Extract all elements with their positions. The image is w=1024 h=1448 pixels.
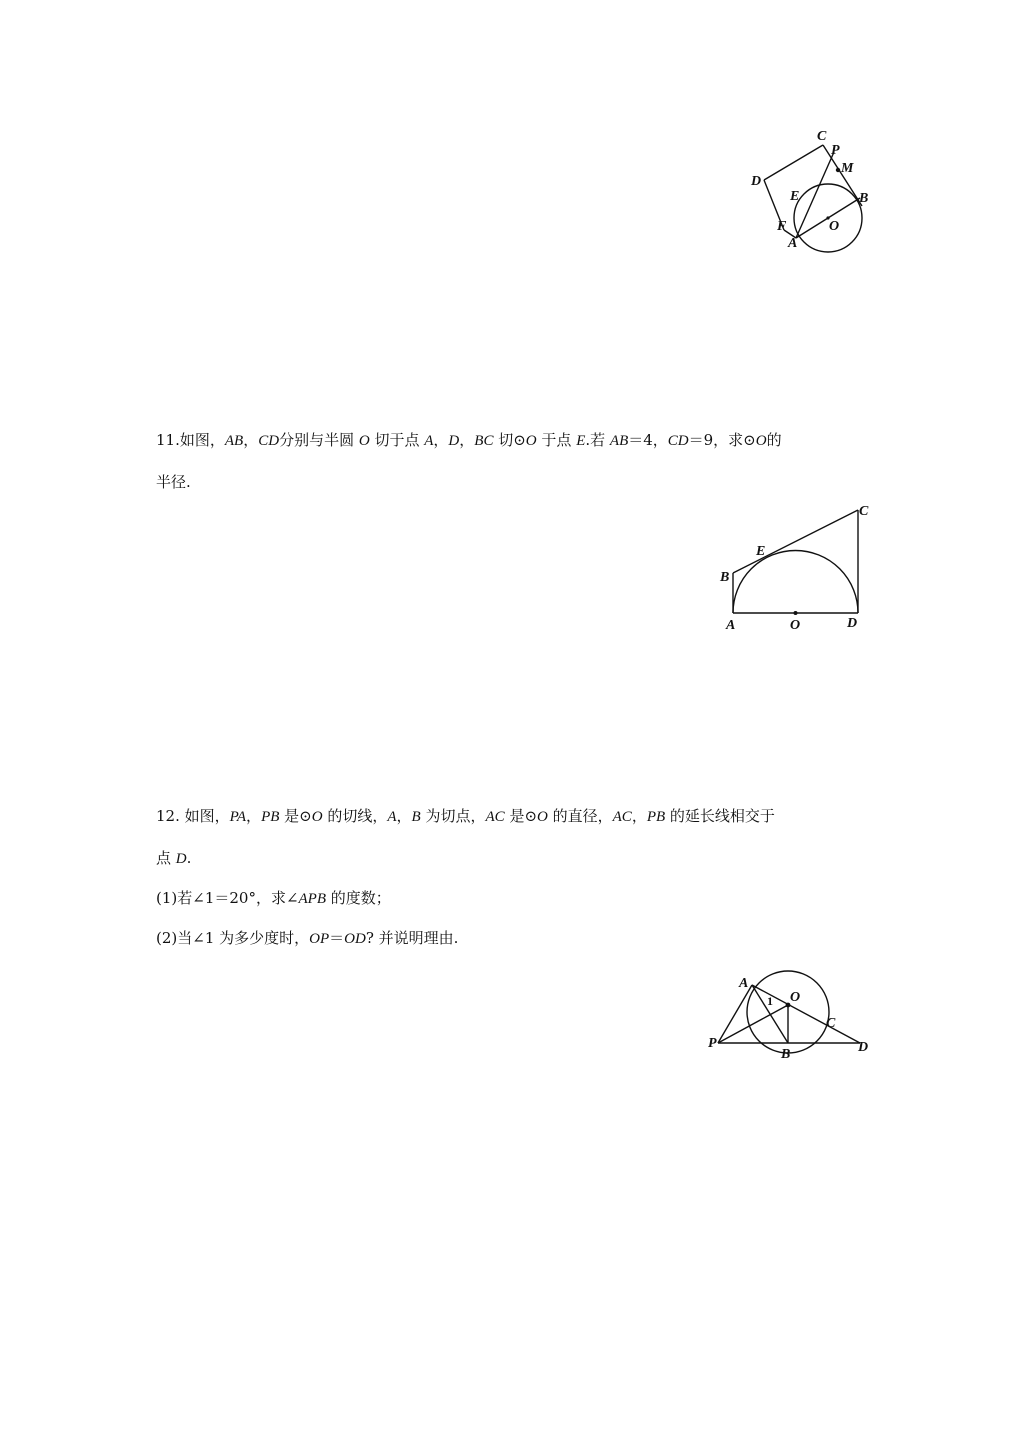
math-variable: PB <box>646 809 666 825</box>
math-variable: O <box>525 433 537 449</box>
q12-part2 <box>156 928 458 949</box>
label-D: D <box>751 174 762 189</box>
text-run: 的切线， <box>322 807 388 825</box>
math-variable: D <box>175 851 187 867</box>
math-variable: PA <box>229 809 247 825</box>
math-variable: AC <box>485 809 505 825</box>
label-O: O <box>790 618 801 633</box>
q12-line1-runs <box>180 807 775 825</box>
math-variable: O <box>755 433 767 449</box>
figure-11-semicircle <box>710 498 880 638</box>
math-variable: OP <box>309 931 330 947</box>
label-B: B <box>859 191 869 206</box>
label-C: C <box>817 129 827 144</box>
q11-text-line1 <box>156 430 782 451</box>
math-variable: D <box>448 433 460 449</box>
text-run: 切⊙ <box>493 431 526 449</box>
text-run: 如图， <box>179 431 225 449</box>
label-D: D <box>858 1040 869 1055</box>
text-run: ＝ <box>329 929 345 947</box>
label-A: A <box>788 236 798 251</box>
text-run: 的直径， <box>547 807 613 825</box>
text-run: 切于点 <box>369 431 425 449</box>
text-run: ， <box>396 807 412 825</box>
label-C: C <box>826 1016 836 1031</box>
q12-text-line1 <box>156 806 775 827</box>
text-run: . <box>186 849 192 867</box>
label-A: A <box>739 976 749 991</box>
q11-line1-runs <box>180 431 782 449</box>
text-run: .若 <box>585 431 610 449</box>
label-E: E <box>790 189 800 204</box>
math-variable: BC <box>474 433 494 449</box>
math-variable: A <box>387 809 397 825</box>
q12-part1-runs <box>156 889 391 907</box>
text-run: ? 并说明理由. <box>365 929 459 947</box>
text-run: 如图， <box>179 807 230 825</box>
math-variable: A <box>424 433 434 449</box>
q12-number: 12. <box>156 807 180 825</box>
q12-line2-runs <box>156 849 191 867</box>
text-run: 点 <box>156 849 176 867</box>
text-run: (1)若∠1＝20°，求∠ <box>156 889 299 907</box>
point-O <box>794 611 798 615</box>
q11-text-line2: 半径. <box>156 473 191 491</box>
text-run: ， <box>243 431 259 449</box>
q12-part2-runs <box>156 929 458 947</box>
text-run: 是⊙ <box>504 807 538 825</box>
label-B: B <box>720 570 730 585</box>
math-variable: AC <box>612 809 632 825</box>
math-variable: E <box>576 433 586 449</box>
q11-number: 11. <box>156 431 180 449</box>
label-B: B <box>781 1047 791 1062</box>
math-variable: AB <box>609 433 629 449</box>
label-F: F <box>777 219 787 234</box>
label-angle-1: 1 <box>767 994 773 1008</box>
text-run: ＝4， <box>628 431 668 449</box>
label-O: O <box>790 990 801 1005</box>
text-run: (2)当∠1 为多少度时， <box>156 929 310 947</box>
label-D: D <box>847 616 858 631</box>
text-run: 是⊙ <box>279 807 312 825</box>
text-run: ， <box>246 807 262 825</box>
math-variable: CD <box>667 433 689 449</box>
text-run: ， <box>459 431 475 449</box>
text-run: ， <box>631 807 647 825</box>
label-O: O <box>829 219 840 234</box>
segment-DC <box>764 145 823 180</box>
text-run: ， <box>433 431 449 449</box>
label-M: M <box>841 161 854 176</box>
math-variable: OD <box>344 931 366 947</box>
label-P: P <box>831 143 840 158</box>
q12-part1 <box>156 888 391 909</box>
label-E: E <box>756 544 766 559</box>
segment-BC <box>733 510 858 573</box>
label-A: A <box>726 618 736 633</box>
math-variable: AB <box>224 433 244 449</box>
q12-text-line2 <box>156 848 191 869</box>
label-C: C <box>859 504 869 519</box>
figure-10-square-circle <box>740 122 880 262</box>
text-run: ＝9，求⊙ <box>688 431 756 449</box>
math-variable: CD <box>258 433 280 449</box>
text-run: 为切点， <box>420 807 486 825</box>
text-run: 的 <box>766 431 782 449</box>
math-variable: APB <box>298 891 327 907</box>
math-variable: B <box>411 809 421 825</box>
point-M <box>836 168 840 172</box>
math-variable: O <box>537 809 548 825</box>
semicircle-O <box>733 551 858 614</box>
text-run: 于点 <box>536 431 577 449</box>
math-variable: PB <box>261 809 280 825</box>
text-run: 分别与半圆 <box>279 431 359 449</box>
figure-12-tangents <box>700 955 880 1065</box>
math-variable: O <box>311 809 323 825</box>
math-variable: O <box>358 433 370 449</box>
text-run: 的延长线相交于 <box>665 807 775 825</box>
text-run: 的度数； <box>326 889 391 907</box>
label-P: P <box>708 1036 717 1051</box>
